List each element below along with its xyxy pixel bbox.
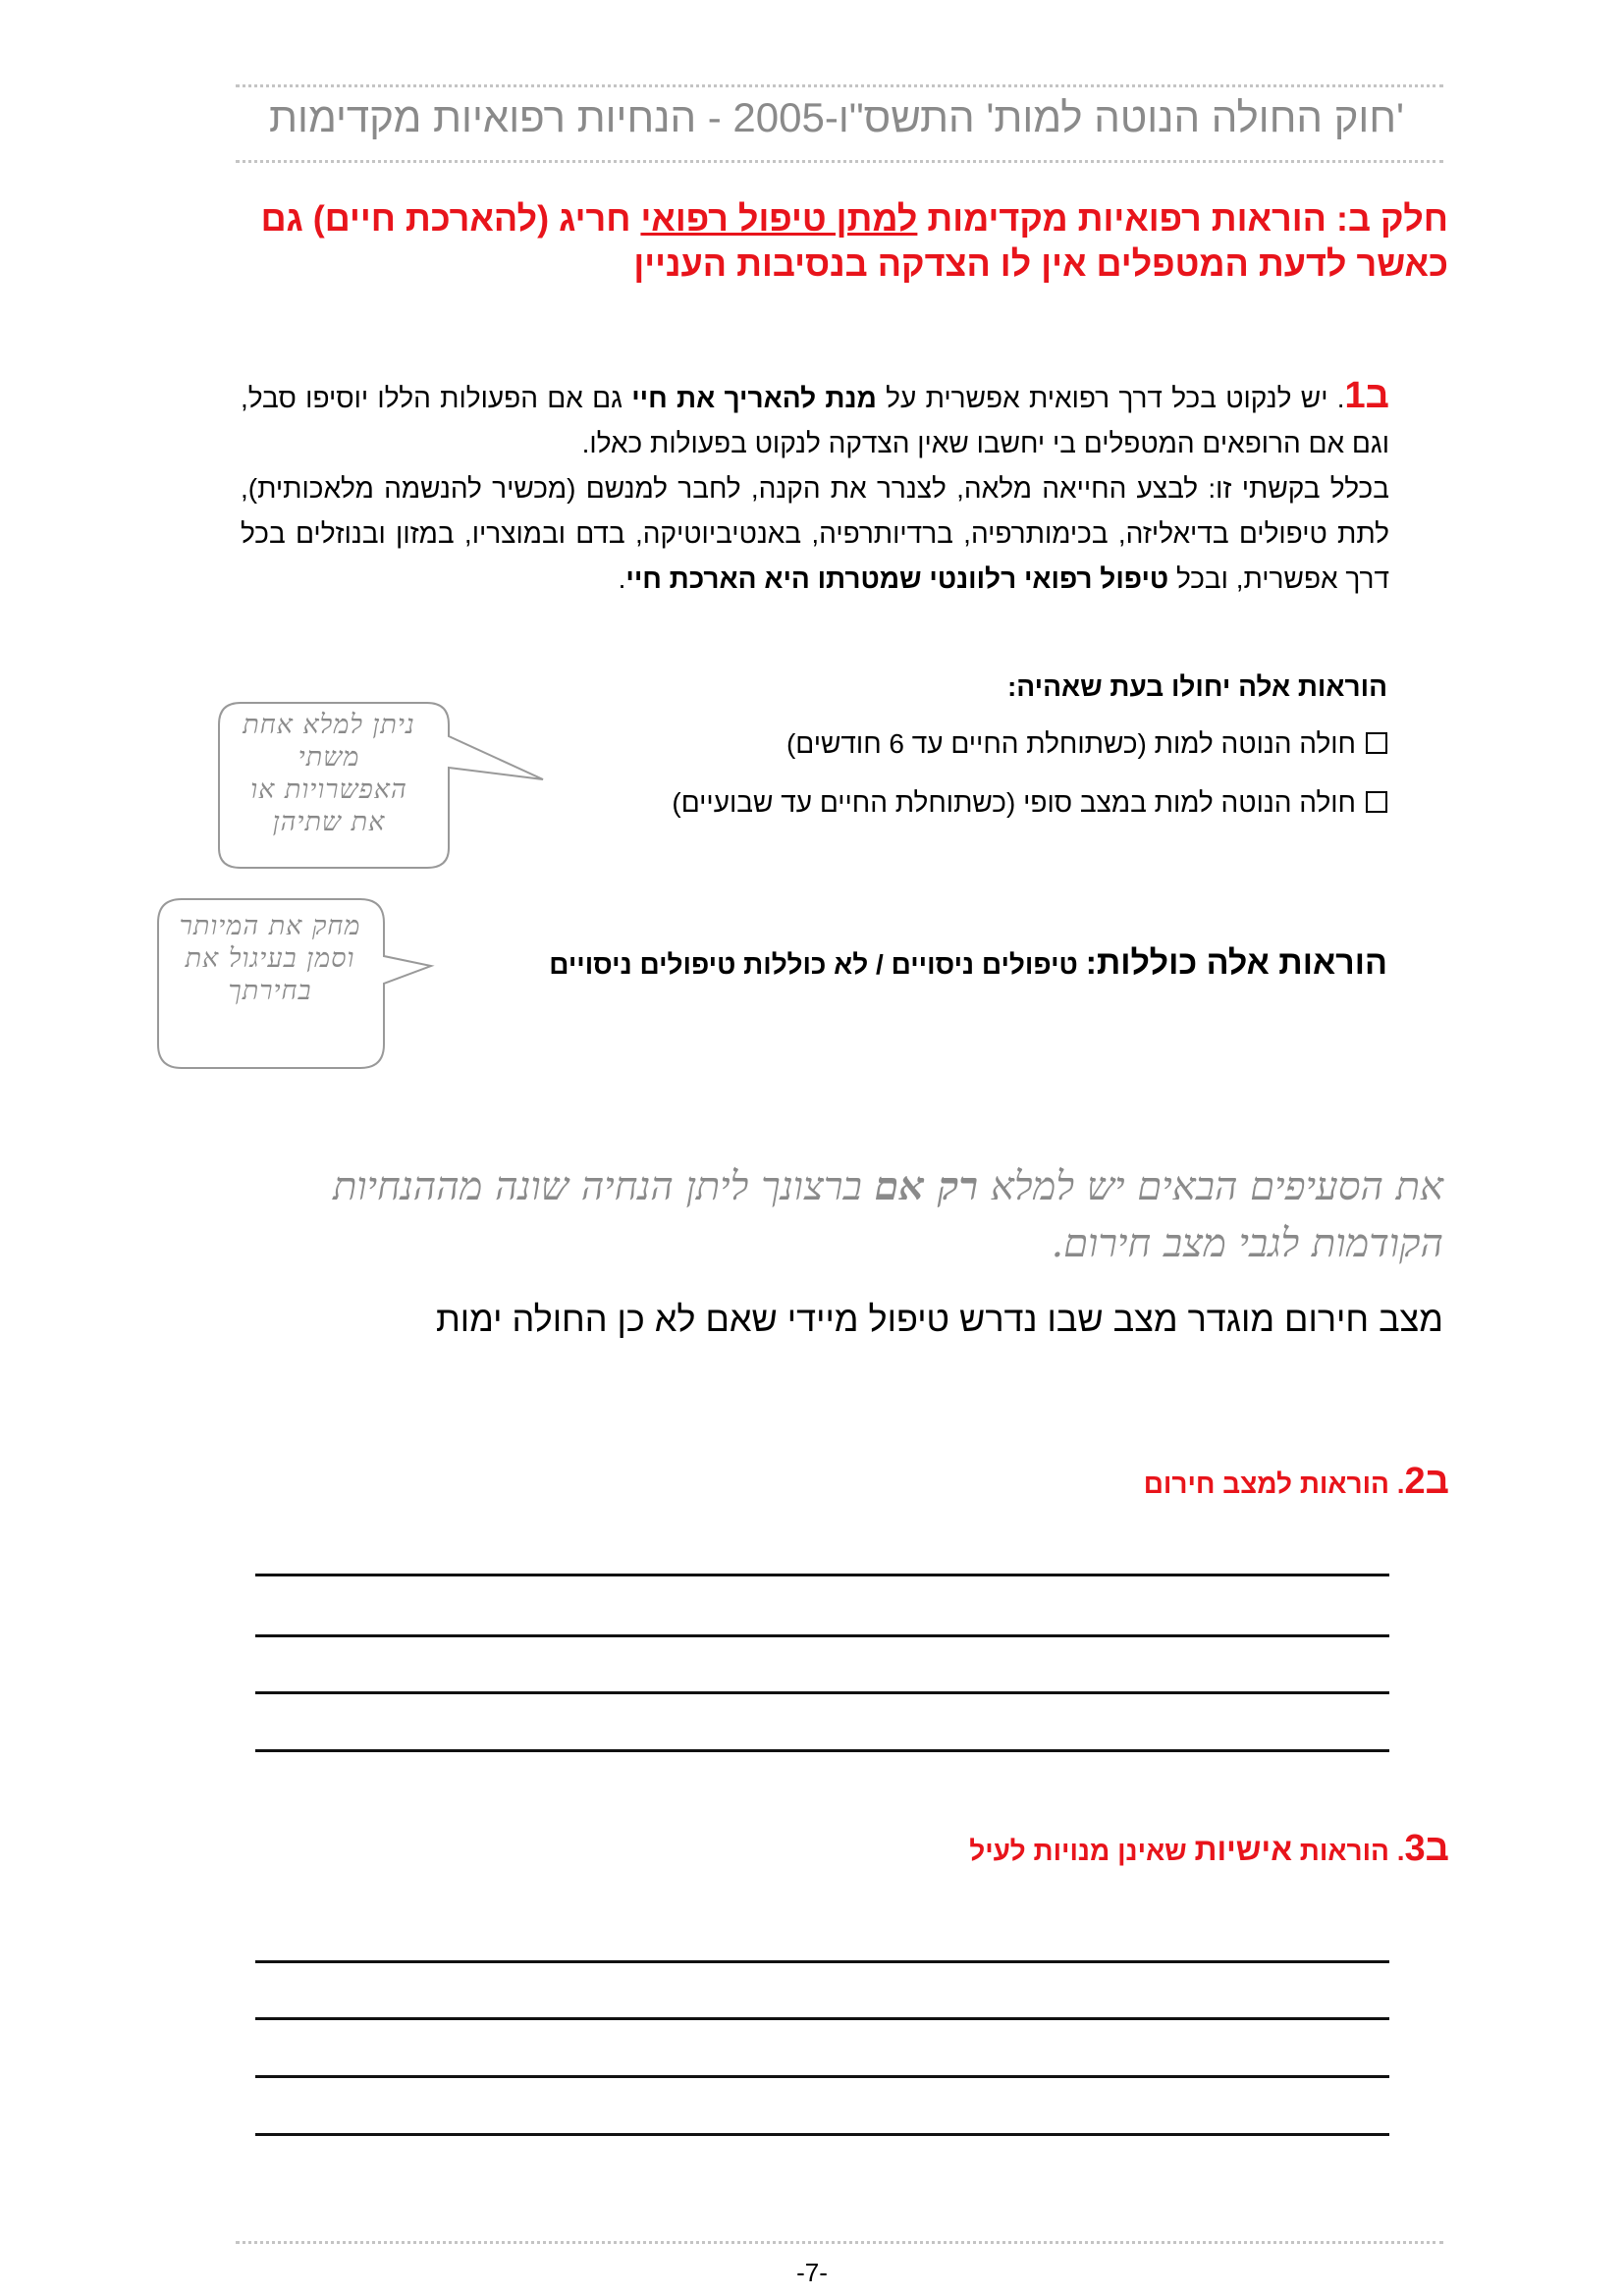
document-header: 'חוק החולה הנוטה למות' התשס"ו-2005 - הנחיות רפואיות מקדימות [269, 94, 1404, 140]
speech-bubble-1-text: ניתן למלא אחת משתי האפשרויות או את שתיהן [243, 710, 415, 837]
b2-write-line-3[interactable] [255, 1691, 1389, 1694]
speech-bubble-2-text: מחק את המיותר וסמן בעיגול את בחירתך [179, 911, 361, 1006]
section-b2-title: ב2. הוראות למצב חירום [1143, 1461, 1449, 1502]
section-b3-title: ב3. הוראות אישיות שאינן מנויות לעיל [969, 1828, 1449, 1869]
b3-write-line-3[interactable] [255, 2075, 1389, 2078]
b2-write-line-4[interactable] [255, 1749, 1389, 1752]
b3-write-line-2[interactable] [255, 2017, 1389, 2020]
part-b-title: חלק ב: הוראות רפואיות מקדימות למתן טיפול רפואי חריג (להארכת חיים) גם כאשר לדעת המטפלים אין לו הצדקה בנסיבות העניין [260, 198, 1448, 284]
header-bottom-rule [236, 160, 1443, 163]
header-top-rule [236, 84, 1443, 87]
b3-write-line-4[interactable] [255, 2133, 1389, 2136]
b2-write-line-2[interactable] [255, 1634, 1389, 1637]
emergency-definition: מצב חירום מוגדר מצב שבו נדרש טיפול מיידי שאם לא כן החולה ימות [435, 1299, 1443, 1339]
includes-line: הוראות אלה כוללות: טיפולים ניסויים / לא כוללות טיפולים ניסויים [549, 944, 1387, 982]
option-terminal-6-months: חולה הנוטה למות (כשתוחלת החיים עד 6 חודשים) [786, 728, 1387, 760]
checkbox-terminal-final-stage[interactable] [1366, 791, 1387, 813]
b2-write-line-1[interactable] [255, 1574, 1389, 1576]
footer-rule [236, 2241, 1443, 2244]
option-terminal-final-stage: חולה הנוטה למות במצב סופי (כשתוחלת החיים עד שבועיים) [672, 787, 1387, 819]
fill-only-if-notice: את הסעיפים הבאים יש למלא רק אם ברצונך ליתן הנחיה שונה מההנחיות הקודמות לגבי מצב חירום. [333, 1163, 1443, 1266]
checkbox-terminal-6-months[interactable] [1366, 732, 1387, 754]
section-b1-number: ב1 [1344, 375, 1389, 416]
b3-write-line-1[interactable] [255, 1960, 1389, 1963]
applicability-heading: הוראות אלה יחולו בעת שאהיה: [1006, 671, 1387, 702]
page-number: -7- [796, 2258, 828, 2287]
section-b1: ב1. יש לנקוט בכל דרך רפואית אפשרית על מנת להאריך את חיי גם אם הפעולות הללו יוסיפו סבל, וגם אם הרופאים המטפלים בי יחשבו שאין הצדקה לנקוט בפעולות כאלו. בכלל בקשתי זו: לבצע החייאה מלאה, לצנרר את הקנה, לחבר למנשם (מכשיר להנשמה מלאכותית), לתת טיפולים בדיאליזה, בכימותרפיה, ברדיותרפיה, באנטיביוטיקה, בדם ובמוצריו, במזון ובנוזלים בכל דרך אפשרית, ובכל טיפול רפואי רלוונטי שמטרתו היא הארכת חיי. [241, 375, 1389, 594]
